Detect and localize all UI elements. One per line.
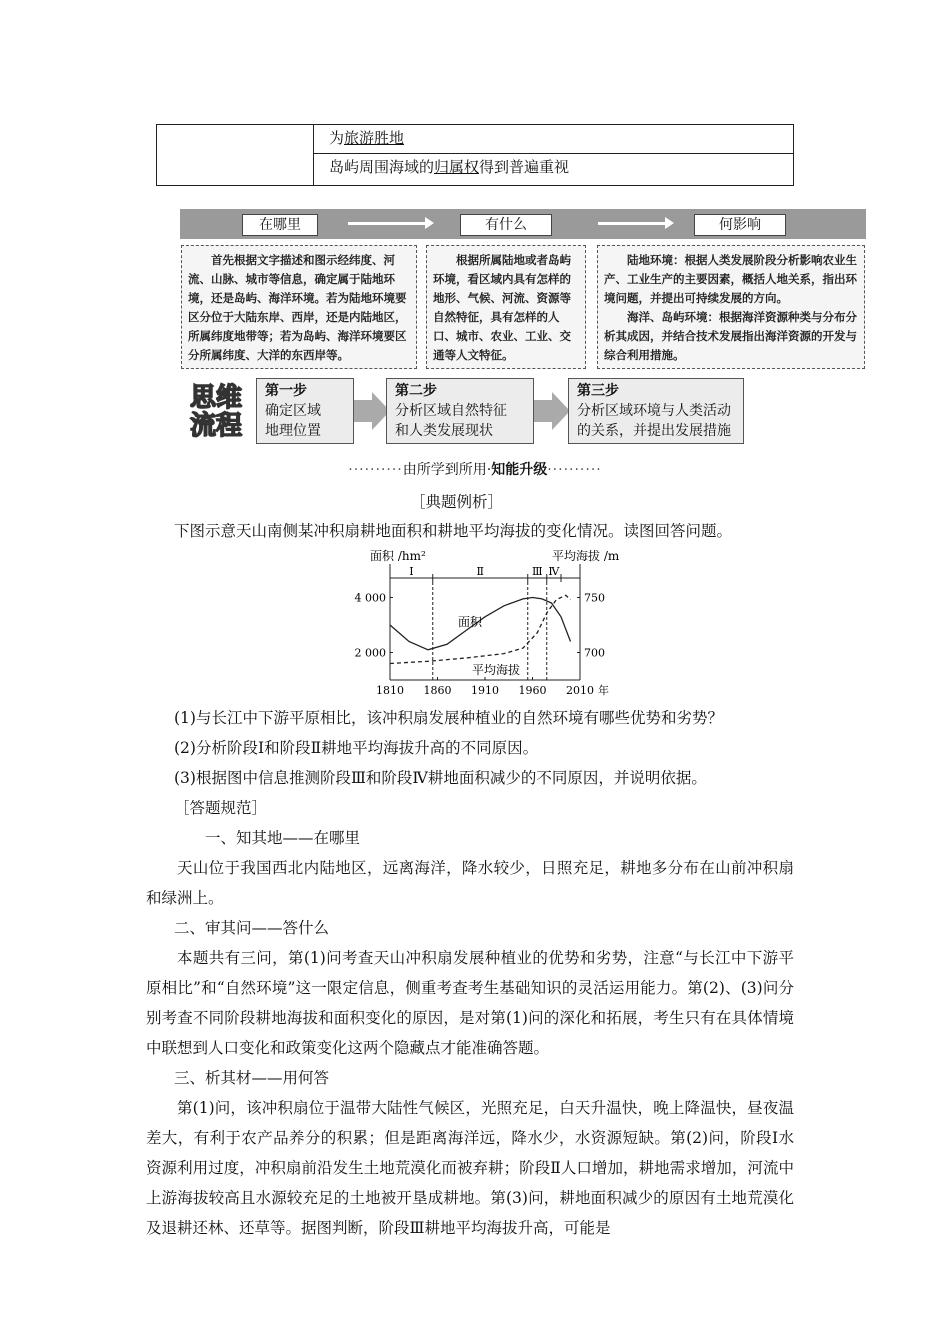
- section-3-text: [146, 1093, 794, 1243]
- section-divider: [340, 459, 610, 479]
- stage-label: Ⅱ: [476, 565, 484, 578]
- step-title: 第三步: [577, 383, 619, 399]
- step-text: 的关系，并提出发展措施: [577, 423, 731, 439]
- flow-label-what: 有什么: [460, 214, 552, 236]
- series-line: [390, 595, 571, 663]
- question-item: (3)根据图中信息推测阶段Ⅲ和阶段Ⅳ耕地面积减少的不同原因，并说明依据。: [174, 769, 707, 787]
- x-tick-label: 1960: [518, 684, 547, 697]
- question-intro: 下图示意天山南侧某冲积扇耕地面积和耕地平均海拔的变化情况。读图回答问题。: [174, 522, 733, 540]
- table-cell-row1: [329, 127, 404, 148]
- divider-dots: ··········: [348, 462, 403, 478]
- step-text: 地理位置: [265, 423, 321, 439]
- flow-box-text: 首先根据文字描述和图示经纬度、河流、山脉、城市等信息，确定属于陆地环境，还是岛屿、海洋环境。若为陆地环境要区分位于大陆东岸、西岸，还是内陆地区，所属纬度地带等；若为岛屿、海洋环境要区分所属纬度、大洋的东西岸等。: [188, 253, 407, 362]
- cell-text-underlined: 归属权: [434, 158, 480, 176]
- paragraph: 天山位于我国西北内陆地区，远离海洋，降水较少，日照充足，耕地多分布在山前冲积扇和绿洲上。: [146, 859, 794, 907]
- flow-box-impact: [597, 245, 865, 369]
- y-axis-label-right: 平均海拔 /m: [552, 549, 620, 563]
- flow-box-where: [181, 245, 417, 369]
- step-title: 第二步: [395, 383, 437, 399]
- cell-text: 岛屿周围海域的: [329, 158, 435, 176]
- section-2-title: 二、审其问——答什么: [174, 919, 330, 937]
- thinking-title-line: 思维: [190, 383, 243, 413]
- flow-box-text: 根据所属陆地或者岛屿环境，看区域内具有怎样的地形、气候、河流、资源等自然特征，具有怎样的人口、城市、农业、工业、交通等人文特征。: [433, 253, 571, 362]
- thinking-title: [190, 384, 242, 440]
- step-two: [386, 378, 534, 444]
- continuation-table: [156, 124, 794, 186]
- table-cell-row2: [329, 156, 569, 177]
- step-one: [256, 378, 354, 444]
- series-label-area: 面积: [458, 615, 483, 629]
- y-tick-label-left: 4 000: [354, 591, 386, 605]
- questions: [174, 703, 794, 853]
- arrow-right-icon: [598, 222, 666, 225]
- arrow-right-icon: [348, 222, 426, 225]
- series-label-elevation: 平均海拔: [472, 663, 521, 677]
- flow-header-bar: [180, 209, 866, 239]
- table-divider-horizontal: [313, 153, 793, 154]
- cell-text: 为: [329, 129, 345, 147]
- step-title: 第一步: [265, 383, 307, 399]
- area-elevation-chart: [340, 546, 630, 702]
- x-unit-label: 年: [598, 684, 609, 697]
- step-text: 分析区域自然特征: [395, 403, 507, 419]
- section-title: 一、知其地——在哪里: [205, 829, 361, 847]
- question-item: (1)与长江中下游平原相比，该冲积扇发展种植业的自然环境有哪些优势和劣势？: [174, 709, 723, 727]
- flow-box-text: 海洋、岛屿环境：根据海洋资源种类与分布分析其成因，并结合技术发展指出海洋资源的开发与综合利用措施。: [604, 310, 857, 362]
- step-text: 分析区域环境与人类活动: [577, 403, 731, 419]
- divider-dots: ··········: [547, 462, 602, 478]
- step-three: [568, 378, 744, 444]
- x-tick-label: 1910: [471, 684, 499, 697]
- x-tick-label: 1860: [423, 684, 452, 697]
- cell-text: 得到普遍重视: [479, 158, 570, 176]
- y-axis-label-left: 面积 /hm²: [370, 549, 426, 563]
- flow-label-impact: 何影响: [694, 214, 786, 236]
- paragraph: 第(1)问，该冲积扇位于温带大陆性气候区，光照充足，白天升温快，晚上降温快，昼夜温差大，有利于农产品养分的积累；但是距离海洋远，降水少，水资源短缺。第(2)问，阶段Ⅰ水资源利用过度，冲积扇前沿发生土地荒漠化而被弃耕；阶段Ⅱ人口增加，耕地需求增加，河流中上游海拔较高且水源较充足的土地被开垦成耕地。第(3)问，耕地面积减少的原因有土地荒漠化及退耕还林、还草等。据图判断，阶段Ⅲ耕地平均海拔升高，可能是: [146, 1099, 794, 1237]
- flow-label-where: 在哪里: [242, 214, 318, 236]
- section-1-text: [146, 853, 794, 913]
- cell-text-underlined: 旅游胜地: [344, 129, 405, 147]
- flow-box-what: [426, 245, 586, 369]
- answer-header: ［答题规范］: [174, 799, 268, 817]
- thinking-process: [180, 376, 866, 448]
- section-2-text: [146, 943, 794, 1063]
- y-tick-label-left: 2 000: [354, 646, 386, 660]
- step-text: 和人类发展现状: [395, 423, 493, 439]
- table-divider-vertical: [313, 125, 314, 185]
- x-tick-label: 1810: [376, 684, 404, 697]
- stage-label: Ⅲ: [531, 565, 543, 578]
- paragraph: 本题共有三问，第(1)问考查天山冲积扇发展种植业的优势和劣势，注意“与长江中下游平原相比”和“自然环境”这一限定信息，侧重考查考生基础知识的灵活运用能力。第(2)、(3)问分别考查不同阶段耕地海拔和面积变化的原因，是对第(1)问的深化和拓展，考生只有在具体情境中联想到人口变化和政策变化这两个隐藏点才能准确答题。: [146, 949, 794, 1057]
- divider-text: 由所学到所用·: [402, 462, 492, 478]
- divider-bold-text: 知能升级: [491, 462, 548, 478]
- step-text: 确定区域: [265, 403, 321, 419]
- y-tick-label-right: 700: [584, 646, 605, 660]
- x-tick-label: 2010: [566, 684, 594, 697]
- section-3-title: 三、析其材——用何答: [174, 1069, 330, 1087]
- y-tick-label-right: 750: [584, 591, 605, 605]
- example-header: ［典题例析］: [410, 493, 504, 511]
- thinking-title-line: 流程: [190, 411, 243, 441]
- stage-label: Ⅳ: [548, 565, 560, 578]
- flow-box-text: 陆地环境：根据人类发展阶段分析影响农业生产、工业生产的主要因素，概括人地关系，指出环境问题，并提出可持续发展的方向。: [604, 253, 857, 305]
- question-item: (2)分析阶段Ⅰ和阶段Ⅱ耕地平均海拔升高的不同原因。: [174, 739, 539, 757]
- stage-label: Ⅰ: [409, 565, 414, 578]
